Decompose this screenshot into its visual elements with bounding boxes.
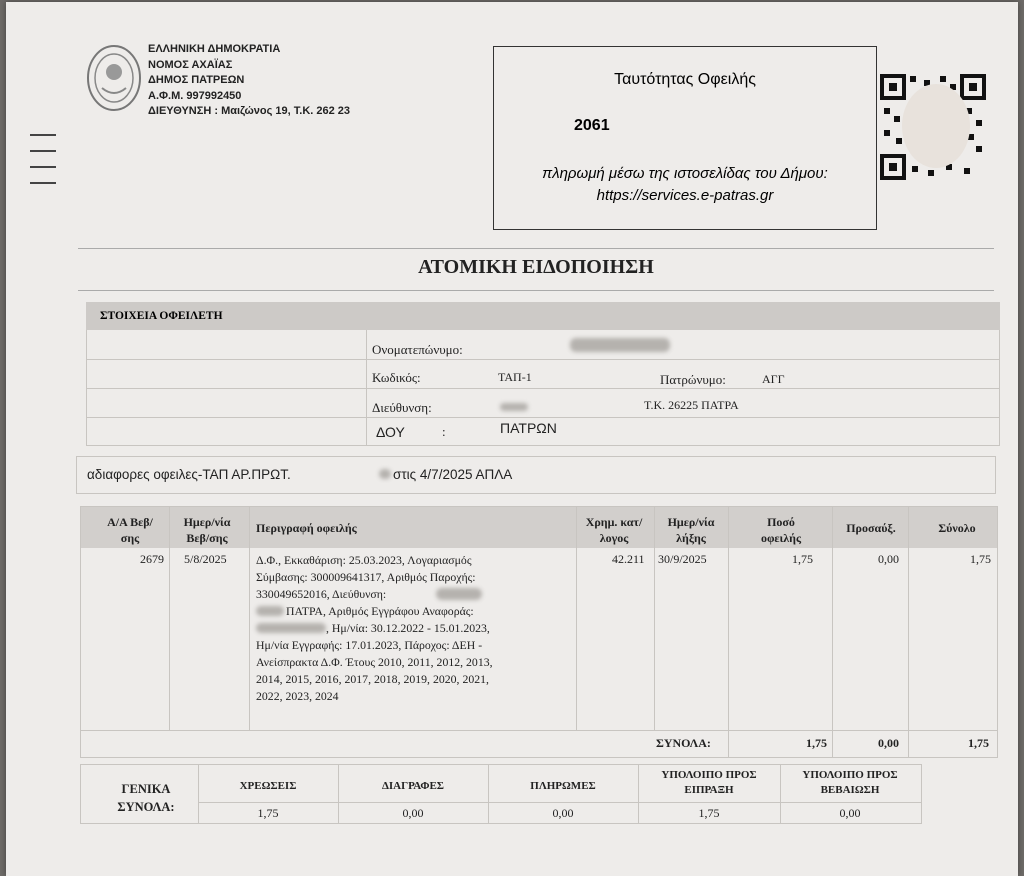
row-account: 42.211 [612,552,645,566]
debtor-section-header [86,302,1000,330]
doy-colon: : [442,424,446,439]
issuer-line: ΔΗΜΟΣ ΠΑΤΡΕΩΝ [148,74,245,86]
row-total: 1,75 [970,552,991,566]
desc-redaction [256,623,326,633]
doy-value: ΠΑΤΡΩΝ [500,420,557,436]
header-account: Χρημ. κατ/λογος [585,515,643,545]
address-label: Διεύθυνση: [372,400,432,415]
summary-certify-header: ΥΠΟΛΟΙΠΟ ΠΡΟΣ ΒΕΒΑΙΩΣΗ [802,769,898,796]
header-surcharge: Προσαύξ. [846,521,896,535]
binding-marks [30,134,56,184]
father-value: ΑΓΓ [762,372,785,386]
totals-surcharge: 0,00 [878,736,899,750]
totals-amount: 1,75 [806,736,827,750]
desc-redaction [256,606,284,616]
debt-table [80,506,998,758]
header-total: Σύνολο [938,521,976,535]
subject-redaction [379,469,391,479]
row-date: 5/8/2025 [184,552,227,566]
title-rule-top [78,248,994,249]
issuer-line: ΕΛΛΗΝΙΚΗ ΔΗΜΟΚΡΑΤΙΑ [148,43,281,55]
summary-table [80,764,922,824]
subject-right: στις 4/7/2025 ΑΠΛΑ [393,467,513,482]
summary-writeoffs-value: 0,00 [402,806,424,820]
header-amount: Ποσό οφειλής [760,515,802,545]
doy-label: ΔΟΥ [376,424,405,440]
summary-label: ΓΕΝΙΚΑ ΣΥΝΟΛΑ: [117,782,175,814]
totals-total: 1,75 [968,736,989,750]
municipal-seal-icon [86,44,142,112]
debtor-section [86,302,1000,446]
subject-left: αδιαφορες οφειλες-ΤΑΠ ΑΡ.ΠΡΩΤ. [87,467,291,482]
debtor-section-title: ΣΤΟΙΧΕΙΑ ΟΦΕΙΛΕΤΗ [100,310,223,322]
document-title: ΑΤΟΜΙΚΗ ΕΙΔΟΠΟΙΗΣΗ [418,256,654,278]
name-label: Ονοματεπώνυμο: [372,342,463,357]
summary-collect-value: 1,75 [698,806,720,820]
desc-line: Ημ/νία Εγγραφής: 17.01.2023, Πάροχος: ΔΕΗ - [256,638,483,652]
issuer-line: ΔΙΕΥΘΥΝΣΗ : Μαιζώνος 19, Τ.Κ. 262 23 [148,105,351,117]
issuer-block [148,42,350,120]
desc-line: , Ημ/νία: 30.12.2022 - 15.01.2023, [256,620,572,637]
desc-line: 330049652016, Διεύθυνση: [256,586,572,603]
debt-id-title: Ταυτότητας Οφειλής [614,71,756,88]
code-label: Κωδικός: [372,370,421,385]
summary-charges-value: 1,75 [257,806,279,820]
desc-line: Δ.Φ., Εκκαθάριση: 25.03.2023, Λογαριασμός [256,553,472,567]
qr-code-icon [880,72,986,180]
desc-redaction [436,588,482,600]
subject-box [76,456,996,494]
totals-label: ΣΥΝΟΛΑ: [656,736,711,750]
summary-certify-value: 0,00 [839,806,861,820]
notice-paper [6,2,1018,876]
summary-payments-value: 0,00 [552,806,574,820]
address-redaction [500,403,528,411]
issuer-line: Α.Φ.Μ. 997992450 [148,89,242,102]
desc-line: Ανείσπρακτα Δ.Φ. Έτους 2010, 2011, 2012, 2013, [256,655,493,669]
address-value: Τ.Κ. 26225 ΠΑΤΡΑ [644,398,739,412]
summary-charges-header: ΧΡΕΩΣΕΙΣ [239,780,297,792]
summary-collect-header: ΥΠΟΛΟΙΠΟ ΠΡΟΣ ΕΙΠΡΑΞΗ [661,769,757,796]
row-aa: 2679 [140,552,164,566]
desc-line: 2022, 2023, 2024 [256,689,339,703]
payment-note: πληρωμή μέσω της ιστοσελίδας του Δήμου: [542,165,828,182]
name-redaction [570,338,670,352]
row-amount: 1,75 [792,552,813,566]
header-desc: Περιγραφή οφειλής [256,521,357,535]
header-date: Ημερ/νία Βεβ/σης [183,515,231,545]
header-expiry: Ημερ/νία λήξης [667,515,715,545]
father-label: Πατρώνυμο: [660,372,726,387]
desc-line: ΠΑΤΡΑ, Αριθμός Εγγράφου Αναφοράς: [256,603,572,620]
code-value: ΤΑΠ-1 [498,370,532,384]
row-expiry: 30/9/2025 [658,552,707,566]
desc-line: Σύμβασης: 300009641317, Αριθμός Παροχής: [256,570,476,584]
payment-url-link[interactable]: https://services.e-patras.gr [596,187,774,204]
row-description [256,552,572,705]
issuer-line: ΝΟΜΟΣ ΑΧΑΪΑΣ [148,58,233,71]
row-surcharge: 0,00 [878,552,899,566]
header-aa: Α/Α Βεβ/σης [107,515,153,545]
summary-writeoffs-header: ΔΙΑΓΡΑΦΕΣ [381,780,444,792]
summary-payments-header: ΠΛΗΡΩΜΕΣ [530,780,596,792]
debt-id-number: 2061 [574,117,610,134]
title-rule-bottom [78,290,994,291]
debt-id-box [493,46,877,230]
desc-line: 2014, 2015, 2016, 2017, 2018, 2019, 2020, 2021, [256,672,489,686]
